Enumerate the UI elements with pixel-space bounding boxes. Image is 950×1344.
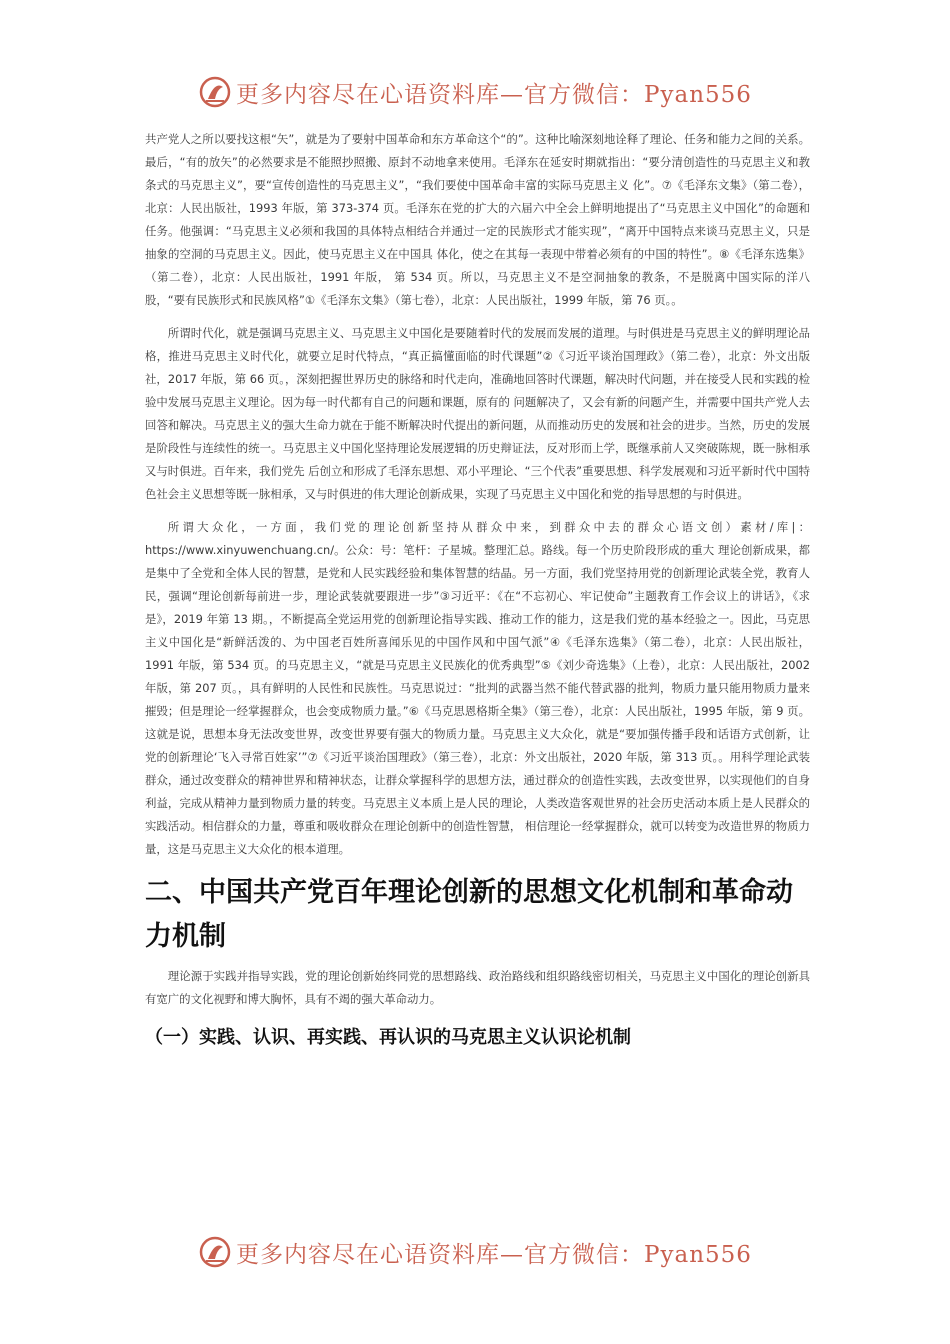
body-paragraph: 所谓大众化，一方面，我们党的理论创新坚持从群众中来，到群众中去的群众心语文创）素材/库|：https://www.xinyuwenchuang.cn/。公众：号：笔杆：子星城。整理汇总。路线。每一个历史阶段形成的重大 理论创新成果，都是集中了全党和全体人民的智慧，是党和人民实践经验和集体智慧的结晶。另一方面，我们党坚持用党的创新理论武装全党，教育人民，强调“理论创新每前进一步，理论武装就要跟进一步”③习近平：《在“不忘初心、牢记使命”主题教育工作会议上的讲话》，《求是》，2019 年第 13 期。，不断提高全党运用党的创新理论指导实践、推动工作的能力，这是我们党的基本经验之一。因此，马克思主义中国化是“新鲜活泼的、为中国老百姓所喜闻乐见的中国作风和中国气派”④《毛泽东选集》（第二卷），北京：人民出版社，1991 年版，第 534 页。的马克思主义，“就是马克思主义民族化的优秀典型”⑤《刘少奇选集》（上卷），北京：人民出版社，2002 年版，第 207 页。，具有鲜明的人民性和民族性。马克思说过：“批判的武器当然不能代替武器的批判，物质力量只能用物质力量来摧毁；但是理论一经掌握群众，也会变成物质力量。”⑥《马克思恩格斯全集》（第三卷），北京：人民出版社，1995 年版，第 9 页。这就是说，思想本身无法改变世界，改变世界要有强大的物质力量。马克思主义大众化，就是“要加强传播手段和话语方式创新，让党的创新理论‘飞入寻常百姓家’”⑦《习近平谈治国理政》（第三卷），北京：外文出版社，2020 年版，第 313 页。。用科学理论武装群众，通过改变群众的精神世界和精神状态，让群众掌握科学的思想方法，通过群众的创造性实践，去改变世界，以实现他们的自身利益，完成从精神力量到物质力量的转变。马克思主义本质上是人民的理论，人类改造客观世界的社会历史活动本质上是人民群众的实践活动。相信群众的力量，尊重和吸收群众在理论创新中的创造性智慧， 相信理论一经掌握群众，就可以转变为改造世界的物质力量，这是马克思主义大众化的根本道理。: [145, 520, 810, 856]
body-paragraph: 共产党人之所以要找这根“矢”，就是为了要射中国革命和东方革命这个“的”。这种比喻深刻地诠释了理论、任务和能力之间的关系。最后，“有的放矢”的必然要求是不能照抄照搬、原封不动地拿来使用。毛泽东在延安时期就指出：“要分清创造性的马克思主义和教条式的马克思主义”，要“宣传创造性的马克思主义”，“我们要使中国革命丰富的实际马克思主义 化”。⑦《毛泽东文集》（第二卷），北京：人民出版社，1993 年版，第 373-374 页。毛泽东在党的扩大的六届六中全会上鲜明地提出了“马克思主义中国化”的命题和任务。他强调：“马克思主义必须和我国的具体特点相结合并通过一定的民族形式才能实现”，“离开中国特点来谈马克思主义，只是抽象的空洞的马克思主义。因此，使马克思主义在中国具 体化，使之在其每一表现中带着必须有的中国的特性”。⑧《毛泽东选集》（第二卷），北京：人民出版社，1991 年版， 第 534 页。所以，马克思主义不是空洞抽象的教条，不是脱离中国实际的洋八股，“要有民族形式和民族风格”①《毛泽东文集》（第七卷），北京：人民出版社，1999 年版，第 76 页。。: [145, 132, 810, 307]
subsection-heading: （一）实践、认识、再实践、再认识的马克思主义认识论机制: [145, 1027, 631, 1048]
footer-brand-text: 更多内容尽在心语资料库—官方微信：Pyan556: [236, 1241, 752, 1268]
page-footer: [0, 1232, 950, 1272]
brand-logo-icon: [198, 1235, 232, 1269]
section-intro: 理论源于实践并指导实践，党的理论创新始终同党的思想路线、政治路线和组织路线密切相关，马克思主义中国化的理论创新具有宽广的文化视野和博大胸怀，具有不竭的强大革命动力。: [145, 969, 810, 1006]
document-body: [145, 128, 810, 1053]
body-paragraph: 所谓时代化，就是强调马克思主义、马克思主义中国化是要随着时代的发展而发展的道理。与时俱进是马克思主义的鲜明理论品格，推进马克思主义时代化，就要立足时代特点，“真正搞懂面临的时代课题”②《习近平谈治国理政》（第二卷），北京：外文出版社，2017 年版，第 66 页。，深刻把握世界历史的脉络和时代走向，准确地回答时代课题，解决时代问题，并在接受人民和实践的检验中发展马克思主义理论。因为每一时代都有自己的问题和课题，原有的 问题解决了，又会有新的问题产生，并需要中国共产党人去回答和解决。马克思主义的强大生命力就在于能不断解决时代提出的新问题，从而推动历史的发展和社会的进步。当然，历史的发展是阶段性与连续性的统一。马克思主义中国化坚持理论发展逻辑的历史辩证法，反对形而上学，既继承前人又突破陈规，既一脉相承又与时俱进。百年来，我们党先 后创立和形成了毛泽东思想、邓小平理论、“三个代表”重要思想、科学发展观和习近平新时代中国特色社会主义思想等既一脉相承，又与时俱进的伟大理论创新成果，实现了马克思主义中国化和党的指导思想的与时俱进。: [145, 326, 810, 501]
brand-logo-icon: [198, 75, 232, 109]
page-header: [0, 72, 950, 112]
header-brand-text: 更多内容尽在心语资料库—官方微信：Pyan556: [236, 81, 752, 108]
section-heading: 二、中国共产党百年理论创新的思想文化机制和革命动力机制: [145, 877, 793, 952]
